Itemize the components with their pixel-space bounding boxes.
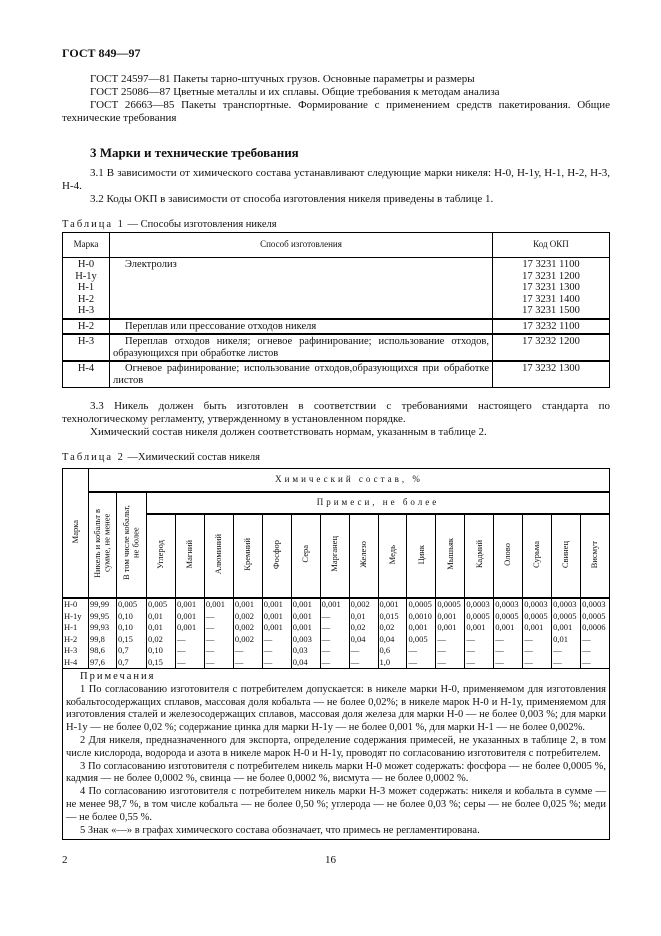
- value-cell: 0,002: [233, 622, 262, 634]
- grade: Н-2: [77, 320, 95, 332]
- value-cell: 0,001: [291, 611, 320, 623]
- notes-title: Примечания: [80, 671, 156, 682]
- reference-2: ГОСТ 25086—87 Цветные металлы и их сплавы. Общие требования к методам анализа: [90, 86, 500, 98]
- paragraph-3-4: Химический состав никеля должен соответствовать нормам, указанным в таблице 2.: [90, 426, 487, 438]
- value-cell: 0,02: [378, 622, 407, 634]
- grade-cell: [63, 334, 110, 361]
- value-cell: —: [204, 634, 233, 646]
- value-cell: —: [465, 634, 494, 646]
- value-cell: 0,10: [117, 622, 147, 634]
- header-impurity: [378, 514, 407, 598]
- okp-code: 17 3231 1300: [522, 282, 580, 293]
- value-cell: —: [349, 657, 378, 669]
- value-cell: 0,0005: [523, 611, 552, 623]
- method-cell: Переплав отходов никеля; огневое рафинирование; использование отходов, образующихся при обработке листов: [110, 334, 493, 361]
- value-cell: —: [233, 657, 262, 669]
- value-cell: 0,001: [436, 622, 465, 634]
- value-cell: 0,015: [378, 611, 407, 623]
- value-cell: 0,01: [147, 622, 176, 634]
- value-cell: 1,0: [378, 657, 407, 669]
- header-impurity-label: Кадмий: [473, 540, 484, 569]
- header-nickel-cobalt-label: Никель и кобальт в сумме, не менее: [92, 508, 112, 578]
- value-cell: 0,0003: [552, 598, 581, 611]
- value-cell: —: [523, 634, 552, 646]
- table-row: [63, 634, 610, 646]
- value-cell: 0,04: [291, 657, 320, 669]
- header-grade: [63, 469, 89, 599]
- value-cell: 0,001: [175, 611, 204, 623]
- value-cell: 0,0005: [494, 611, 523, 623]
- grade-cell: Н-1: [63, 622, 89, 634]
- value-cell: —: [523, 657, 552, 669]
- header-grade-label: Марка: [69, 519, 80, 543]
- header-impurity: [349, 514, 378, 598]
- value-cell: —: [262, 634, 291, 646]
- value-cell: 0,0003: [523, 598, 552, 611]
- table-row: [63, 611, 610, 623]
- value-cell: 0,001: [233, 598, 262, 611]
- header-impurity: [523, 514, 552, 598]
- value-cell: 0,005: [147, 598, 176, 611]
- value-cell: —: [320, 634, 349, 646]
- value-cell: 98,6: [89, 645, 117, 657]
- value-cell: 0,001: [291, 622, 320, 634]
- header-impurity-label: Цинк: [415, 544, 426, 564]
- value-cell: —: [494, 645, 523, 657]
- value-cell: 0,02: [349, 622, 378, 634]
- grade-cell: [63, 319, 110, 335]
- value-cell: —: [349, 645, 378, 657]
- value-cell: 0,0005: [581, 611, 610, 623]
- footer: [62, 854, 610, 868]
- value-cell: 0,001: [378, 598, 407, 611]
- header-impurity: [581, 514, 610, 598]
- header-impurity-label: Свинец: [560, 540, 571, 568]
- header-impurity: [262, 514, 291, 598]
- method-cell: Электролиз: [110, 258, 493, 319]
- grade: Н-3: [77, 305, 95, 316]
- header-impurity: [175, 514, 204, 598]
- table-row: [63, 598, 610, 611]
- header-impurity-label: Висмут: [589, 540, 600, 568]
- grade-cell: Н-0: [63, 598, 89, 611]
- header-impurity: [465, 514, 494, 598]
- value-cell: —: [262, 657, 291, 669]
- value-cell: —: [407, 657, 436, 669]
- value-cell: —: [581, 634, 610, 646]
- table-row: [63, 319, 610, 335]
- table-row: [63, 622, 610, 634]
- note: 3 По согласованию изготовителя с потребителем никель марки Н-0 может содержать: фосфора — не более 0,0005 %, кадмия — не более 0,0002 %, свинца — не более 0,0002 %, висмута — не более 0,0002 %.: [66, 760, 606, 785]
- value-cell: 0,001: [552, 622, 581, 634]
- table-row: [63, 334, 610, 361]
- table2-caption-label: Таблица 2: [62, 452, 125, 463]
- t1-header-grade: Марка: [63, 233, 110, 258]
- value-cell: —: [320, 657, 349, 669]
- header-impurity-label: Магний: [184, 540, 195, 569]
- value-cell: 0,10: [117, 611, 147, 623]
- table2-caption: [62, 451, 610, 464]
- value-cell: —: [465, 645, 494, 657]
- value-cell: —: [204, 622, 233, 634]
- value-cell: 97,6: [89, 657, 117, 669]
- code-cell: [493, 319, 610, 335]
- header-impurity: [494, 514, 523, 598]
- value-cell: —: [436, 657, 465, 669]
- value-cell: 0,03: [291, 645, 320, 657]
- header-impurity-label: Медь: [386, 544, 397, 564]
- value-cell: —: [204, 611, 233, 623]
- header-cobalt: [117, 492, 147, 598]
- grade: Н-4: [77, 363, 95, 374]
- note: 4 По согласованию изготовителя с потребителем никель марки Н-3 может содержать: никеля и кобальта в сумме — не менее 98,7 %, в том числе кобальта — не более 0,50 %; углерода — не более 0,03 %; серы — не более 0,025 %; меди — не более 0,55 %.: [66, 786, 606, 823]
- value-cell: —: [465, 657, 494, 669]
- okp-code: 17 3231 1400: [522, 293, 580, 305]
- table1-caption-text: — Способы изготовления никеля: [124, 219, 277, 230]
- header-impurity-label: Кремний: [242, 537, 253, 571]
- value-cell: —: [204, 657, 233, 669]
- value-cell: 0,002: [233, 611, 262, 623]
- value-cell: —: [552, 657, 581, 669]
- value-cell: 0,01: [147, 611, 176, 623]
- okp-code: 17 3232 1300: [522, 363, 580, 374]
- section-title: 3 Марки и технические требования: [90, 145, 299, 160]
- value-cell: 99,8: [89, 634, 117, 646]
- grade: Н-2: [77, 293, 95, 305]
- grade: Н-1: [77, 282, 95, 293]
- value-cell: 99,99: [89, 598, 117, 611]
- value-cell: 0,001: [175, 622, 204, 634]
- note: 1 По согласованию изготовителя с потребителем допускается: в никеле марки Н-0, применяемом для изготовления кобальтосодержащих сплавов, массовая доля кобальта — не более 0,02%; в никеле марок Н-0 и Н-1у, применяемом для изготовления сталей и железосодержащих сплавов, массовая доля железа для марки Н-0 — не более 0,003 %; для марки Н-1у — не более 0,02 %; содержание цинка для марки Н-1у — не более 0,001 %, для марки Н-1 — не более 0,002%.: [66, 683, 606, 734]
- value-cell: —: [262, 645, 291, 657]
- value-cell: 0,04: [349, 634, 378, 646]
- grade: Н-3: [77, 336, 95, 347]
- value-cell: 0,0005: [552, 611, 581, 623]
- table-production-methods: [62, 232, 610, 388]
- value-cell: 0,001: [436, 611, 465, 623]
- value-cell: 0,001: [204, 598, 233, 611]
- table-row: [63, 258, 610, 319]
- header-impurity-label: Углерод: [155, 539, 166, 569]
- header-impurity-label: Сурьма: [531, 540, 542, 568]
- paragraph-3-2: 3.2 Коды ОКП в зависимости от способа изготовления никеля приведены в таблице 1.: [90, 193, 494, 205]
- table2-caption-text: —Химический состав никеля: [124, 452, 260, 463]
- value-cell: 0,7: [117, 657, 147, 669]
- header-row: [63, 469, 610, 493]
- header-impurity-label: Марганец: [328, 536, 339, 573]
- value-cell: 0,01: [552, 634, 581, 646]
- value-cell: 0,001: [262, 598, 291, 611]
- value-cell: 0,001: [320, 598, 349, 611]
- grade: Н-1у: [75, 270, 97, 282]
- value-cell: 0,15: [117, 634, 147, 646]
- value-cell: 0,001: [262, 622, 291, 634]
- note: 2 Для никеля, предназначенного для экспорта, определение содержания примесей, не указанных в таблице 2, в том числе кислорода, водорода и азота в никеле марок Н-0 и Н-1у, проводят по согласованию изготовителя с потребителем.: [66, 734, 606, 759]
- value-cell: 0,001: [494, 622, 523, 634]
- value-cell: 0,10: [147, 645, 176, 657]
- value-cell: —: [175, 645, 204, 657]
- value-cell: —: [204, 645, 233, 657]
- notes-row: [63, 669, 610, 840]
- grade: Н-0: [77, 259, 95, 270]
- header-impurity-label: Фосфор: [270, 539, 281, 569]
- value-cell: 0,001: [175, 598, 204, 611]
- value-cell: —: [320, 611, 349, 623]
- paragraph-3-3: 3.3 Никель должен быть изготовлен в соответствии с требованиями настоящего стандарта по технологическому регламенту, утвержденному в установленном порядке.: [62, 400, 610, 425]
- value-cell: 0,0003: [494, 598, 523, 611]
- table-row: [63, 361, 610, 388]
- okp-code: 17 3231 1500: [522, 305, 580, 316]
- header-impurity: [147, 514, 176, 598]
- value-cell: —: [436, 645, 465, 657]
- value-cell: 0,003: [291, 634, 320, 646]
- header-nickel-cobalt: [89, 492, 117, 598]
- header-impurity: [233, 514, 262, 598]
- grade-cell: Н-1у: [63, 611, 89, 623]
- grade-cell: Н-4: [63, 657, 89, 669]
- value-cell: 0,02: [147, 634, 176, 646]
- document-id: ГОСТ 849—97: [62, 46, 141, 60]
- t1-header-code: Код ОКП: [493, 233, 610, 258]
- method-cell: Огневое рафинирование; использование отходов,образующихся при обработке листов: [110, 361, 493, 388]
- value-cell: 0,15: [147, 657, 176, 669]
- value-cell: 0,005: [117, 598, 147, 611]
- value-cell: 0,002: [349, 598, 378, 611]
- value-cell: —: [523, 645, 552, 657]
- table1-caption: [62, 218, 610, 231]
- value-cell: 0,0003: [581, 598, 610, 611]
- value-cell: 99,95: [89, 611, 117, 623]
- t1-header-method: Способ изготовления: [110, 233, 493, 258]
- paragraph-3-1: 3.1 В зависимости от химического состава устанавливают следующие марки никеля: Н-0, Н-1у, Н-1, Н-2, Н-3, Н-4.: [62, 167, 610, 192]
- notes-cell: [63, 669, 610, 840]
- code-cell: [493, 361, 610, 388]
- header-impurity: [291, 514, 320, 598]
- okp-code: 17 3231 1100: [522, 259, 580, 270]
- value-cell: —: [494, 657, 523, 669]
- reference-3: ГОСТ 26663—85 Пакеты транспортные. Формирование с применением средств пакетирования. Общие технические требования: [62, 99, 610, 124]
- value-cell: 99,93: [89, 622, 117, 634]
- value-cell: 0,04: [378, 634, 407, 646]
- page-number-left: 2: [62, 854, 68, 867]
- header-impurity-label: Сера: [299, 545, 310, 564]
- grade-cell: Н-3: [63, 645, 89, 657]
- value-cell: —: [233, 645, 262, 657]
- header-composition: Химический состав, %: [89, 469, 610, 493]
- value-cell: 0,005: [407, 634, 436, 646]
- value-cell: 0,001: [523, 622, 552, 634]
- value-cell: —: [581, 657, 610, 669]
- header-row: [63, 492, 610, 514]
- grade-cell: [63, 258, 110, 319]
- page-number-center: 16: [325, 854, 336, 867]
- header-impurities: Примеси, не более: [147, 492, 610, 514]
- value-cell: 0,002: [233, 634, 262, 646]
- table-chemical-composition: [62, 468, 610, 840]
- value-cell: —: [175, 634, 204, 646]
- value-cell: 0,0005: [407, 598, 436, 611]
- value-cell: 0,6: [378, 645, 407, 657]
- value-cell: 0,01: [349, 611, 378, 623]
- code-cell: [493, 334, 610, 361]
- value-cell: —: [436, 634, 465, 646]
- reference-1: ГОСТ 24597—81 Пакеты тарно-штучных грузов. Основные параметры и размеры: [90, 73, 475, 85]
- grade-cell: Н-2: [63, 634, 89, 646]
- header-impurity: [204, 514, 233, 598]
- grade-cell: [63, 361, 110, 388]
- header-impurity: [552, 514, 581, 598]
- value-cell: 0,0006: [581, 622, 610, 634]
- value-cell: —: [175, 657, 204, 669]
- header-impurity: [407, 514, 436, 598]
- okp-code: 17 3231 1200: [522, 270, 580, 282]
- okp-code: 17 3232 1200: [522, 336, 580, 347]
- code-cell: [493, 258, 610, 319]
- note: 5 Знак «—» в графах химического состава обозначает, что примесь не регламентирована.: [80, 824, 480, 836]
- value-cell: —: [407, 645, 436, 657]
- value-cell: 0,001: [465, 622, 494, 634]
- table1-caption-label: Таблица 1: [62, 219, 125, 230]
- value-cell: —: [494, 634, 523, 646]
- header-impurity-label: Олово: [502, 542, 513, 566]
- value-cell: —: [320, 622, 349, 634]
- header-impurity-label: Алюминий: [213, 534, 224, 575]
- header-impurity: [320, 514, 349, 598]
- value-cell: 0,7: [117, 645, 147, 657]
- header-impurity-label: Железо: [357, 540, 368, 568]
- value-cell: —: [552, 645, 581, 657]
- value-cell: —: [581, 645, 610, 657]
- value-cell: 0,0005: [465, 611, 494, 623]
- value-cell: —: [320, 645, 349, 657]
- header-impurity-label: Мышьяк: [444, 538, 455, 571]
- value-cell: 0,001: [291, 598, 320, 611]
- value-cell: 0,0003: [465, 598, 494, 611]
- table-row: [63, 657, 610, 669]
- method-cell: Переплав или прессование отходов никеля: [110, 319, 493, 335]
- value-cell: 0,0010: [407, 611, 436, 623]
- table-row: [63, 645, 610, 657]
- okp-code: 17 3232 1100: [522, 320, 580, 332]
- header-cobalt-label: В том числе кобальт, не более: [121, 505, 141, 581]
- value-cell: 0,001: [407, 622, 436, 634]
- value-cell: 0,0005: [436, 598, 465, 611]
- header-impurity: [436, 514, 465, 598]
- value-cell: 0,001: [262, 611, 291, 623]
